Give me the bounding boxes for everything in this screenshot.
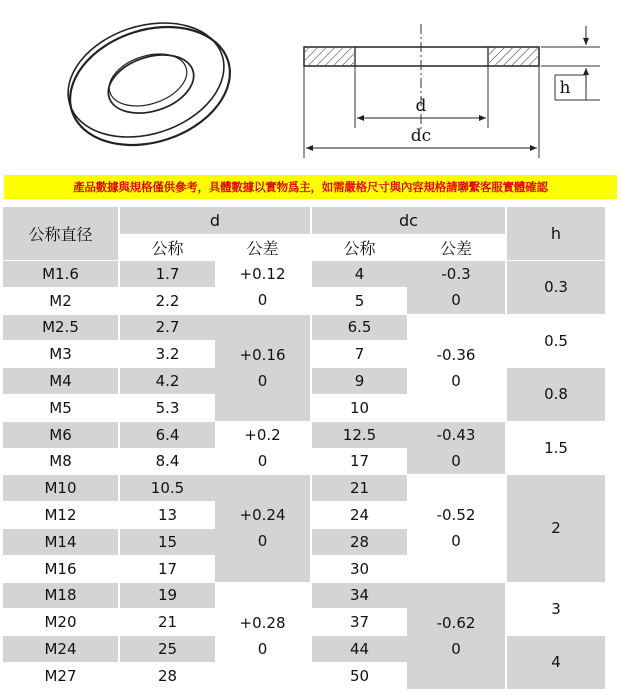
- size-cell: M10: [3, 475, 118, 501]
- dc-nominal-cell: 7: [354, 345, 365, 364]
- size-cell: M5: [49, 398, 72, 417]
- size-cell: M2: [49, 291, 72, 310]
- tolerance-lower: 0: [257, 452, 268, 471]
- d-nominal-cell: 10.5: [120, 475, 215, 501]
- size-cell: M18: [3, 583, 118, 609]
- dimension-label-h: h: [559, 78, 571, 98]
- h-value-cell: 0.3: [507, 261, 605, 314]
- dc-tolerance-cell: [407, 315, 505, 421]
- tolerance-lower: 0: [257, 291, 268, 310]
- disclaimer-banner: 產品數據與規格僅供參考，具體數據以實物爲主，如需嚴格尺寸與內容規格請聯繫客服實體確認: [4, 175, 617, 199]
- dc-tolerance-cell: [407, 583, 505, 689]
- tolerance-upper: -0.62: [436, 613, 476, 632]
- tolerance-lower: 0: [451, 639, 461, 658]
- h-value-cell: 3: [551, 599, 561, 618]
- dc-nominal-cell: 5: [354, 291, 365, 310]
- d-tolerance-cell: [215, 422, 310, 475]
- header-d-tolerance: 公差: [246, 238, 279, 258]
- h-value-cell: 1.5: [544, 439, 568, 458]
- washer-spec-table: [0, 207, 621, 691]
- tolerance-lower: 0: [257, 639, 268, 658]
- dc-nominal-cell: 24: [349, 506, 370, 525]
- dimension-label-d: d: [415, 96, 427, 116]
- h-value-cell: 4: [507, 636, 605, 689]
- size-cell: M4: [3, 368, 118, 394]
- d-nominal-cell: 21: [157, 613, 178, 632]
- dc-nominal-cell: 9: [312, 368, 407, 394]
- header-d: d: [120, 207, 310, 234]
- dc-nominal-cell: 12.5: [312, 422, 407, 448]
- dc-nominal-cell: 50: [349, 666, 370, 685]
- tolerance-upper: -0.36: [436, 345, 476, 364]
- d-tolerance-cell: [215, 583, 310, 689]
- size-cell: M6: [3, 422, 118, 448]
- header-dc-tolerance: 公差: [439, 238, 472, 258]
- tolerance-upper: -0.3: [441, 265, 471, 284]
- tolerance-lower: 0: [257, 371, 268, 390]
- dc-nominal-cell: 21: [312, 475, 407, 501]
- size-cell: M1.6: [3, 261, 118, 287]
- tolerance-upper: -0.43: [436, 426, 476, 445]
- washer-section-view: [304, 24, 600, 158]
- dc-nominal-cell: 44: [312, 636, 407, 662]
- d-nominal-cell: 28: [157, 666, 178, 685]
- tolerance-lower: 0: [451, 532, 461, 551]
- dc-nominal-cell: 6.5: [312, 315, 407, 341]
- d-nominal-cell: 15: [120, 529, 215, 555]
- d-tolerance-cell: [215, 315, 310, 421]
- header-dc-nominal: 公称: [343, 238, 376, 258]
- dc-tolerance-cell: [407, 475, 505, 581]
- h-value-cell: 0.5: [544, 331, 568, 350]
- dc-nominal-cell: 10: [349, 398, 370, 417]
- tolerance-lower: 0: [257, 532, 268, 551]
- size-cell: M3: [49, 345, 72, 364]
- size-cell: M24: [3, 636, 118, 662]
- tolerance-upper: +0.24: [239, 506, 286, 525]
- size-cell: M20: [44, 613, 77, 632]
- d-nominal-cell: 1.7: [120, 261, 215, 287]
- tolerance-upper: +0.12: [239, 265, 286, 284]
- washer-isometric-view: [53, 4, 245, 165]
- header-nominal-diameter: 公称直径: [3, 207, 118, 260]
- tolerance-upper: +0.28: [239, 613, 286, 632]
- dc-tolerance-cell: [407, 422, 505, 475]
- size-cell: M27: [44, 666, 77, 685]
- header-dc: dc: [312, 207, 505, 234]
- d-nominal-cell: 25: [120, 636, 215, 662]
- h-value-cell: 0.8: [507, 368, 605, 421]
- size-cell: M16: [44, 559, 77, 578]
- dc-nominal-cell: 28: [312, 529, 407, 555]
- d-nominal-cell: 2.7: [120, 315, 215, 341]
- size-cell: M12: [44, 506, 77, 525]
- d-tolerance-cell: [215, 475, 310, 581]
- dc-nominal-cell: 30: [349, 559, 370, 578]
- tolerance-lower: 0: [451, 371, 461, 390]
- d-nominal-cell: 17: [157, 559, 178, 578]
- d-nominal-cell: 5.3: [155, 398, 180, 417]
- dc-tolerance-cell: [407, 261, 505, 314]
- washer-drawing: [0, 0, 621, 172]
- d-nominal-cell: 4.2: [120, 368, 215, 394]
- d-nominal-cell: 19: [120, 583, 215, 609]
- tolerance-lower: 0: [451, 452, 461, 471]
- d-nominal-cell: 2.2: [155, 291, 180, 310]
- size-cell: M14: [3, 529, 118, 555]
- h-value-cell: 2: [507, 475, 605, 581]
- d-nominal-cell: 6.4: [120, 422, 215, 448]
- tolerance-upper: -0.52: [436, 506, 476, 525]
- size-cell: M8: [49, 452, 72, 471]
- d-nominal-cell: 13: [157, 506, 178, 525]
- tolerance-upper: +0.2: [244, 426, 281, 445]
- tolerance-upper: +0.16: [239, 345, 286, 364]
- d-tolerance-cell: [215, 261, 310, 314]
- tolerance-lower: 0: [451, 291, 461, 310]
- dc-nominal-cell: 37: [349, 613, 370, 632]
- dc-nominal-cell: 34: [312, 583, 407, 609]
- dc-nominal-cell: 17: [349, 452, 370, 471]
- d-nominal-cell: 3.2: [155, 345, 180, 364]
- dimension-label-dc: dc: [410, 126, 432, 146]
- dc-nominal-cell: 4: [312, 261, 407, 287]
- header-h: h: [507, 207, 605, 260]
- size-cell: M2.5: [3, 315, 118, 341]
- header-d-nominal: 公称: [151, 238, 184, 258]
- d-nominal-cell: 8.4: [155, 452, 180, 471]
